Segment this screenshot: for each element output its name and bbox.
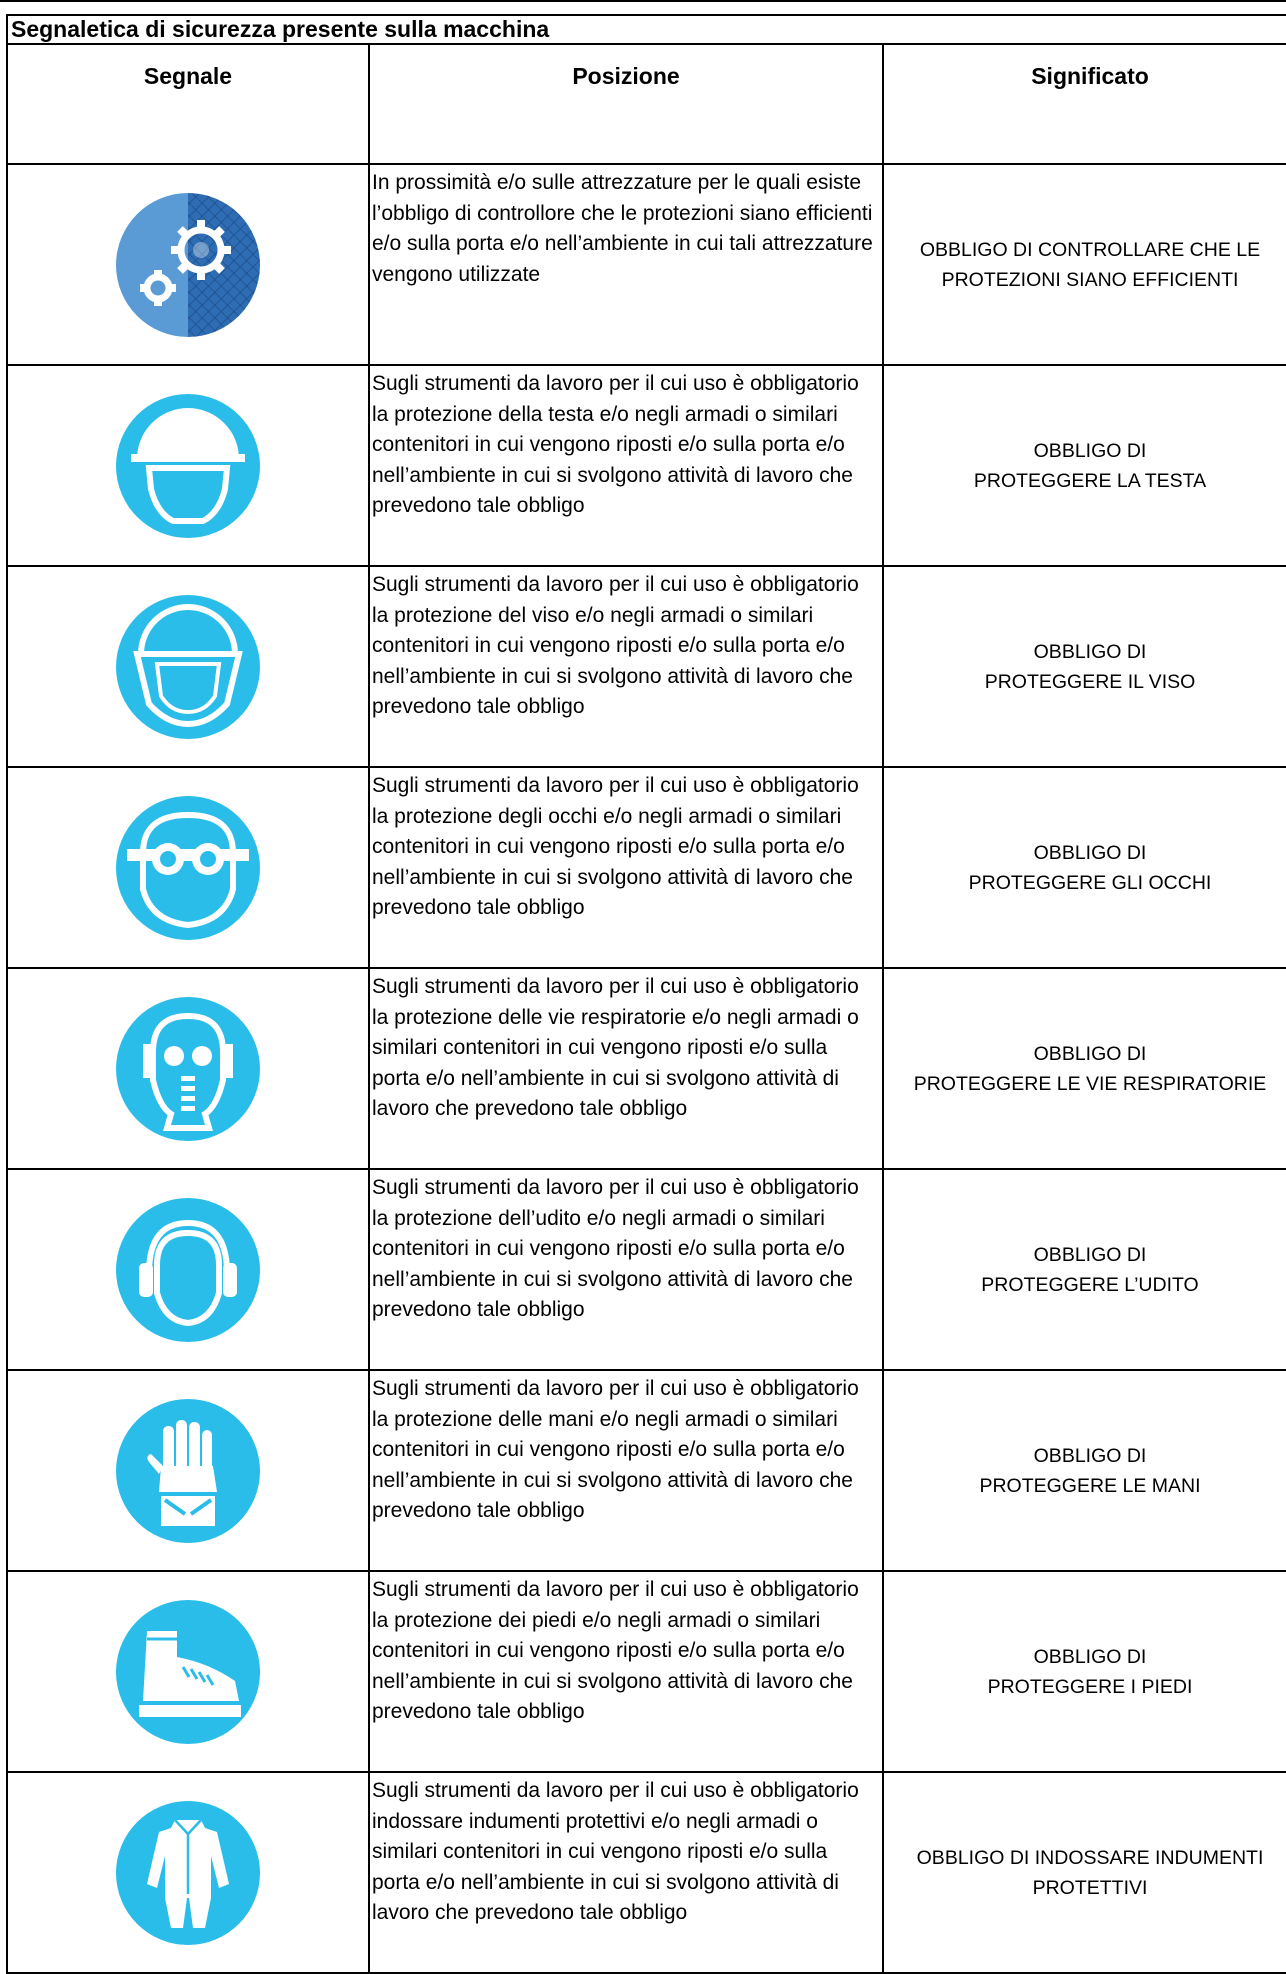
header-signal: Segnale bbox=[7, 44, 369, 164]
meaning-line-1: OBBLIGO DI bbox=[1033, 439, 1147, 462]
table-row bbox=[7, 1370, 1286, 1571]
signal-cell bbox=[7, 968, 369, 1169]
meaning-text bbox=[883, 968, 1286, 1169]
meaning-line-2: PROTEGGERE L’UDITO bbox=[981, 1273, 1199, 1296]
table-row bbox=[7, 365, 1286, 566]
position-text: Sugli strumenti da lavoro per il cui uso è obbligatorio indossare indumenti protettivi e/o negli armadi o similari contenitori in cui vengono riposti e/o sulla porta e/o nell’ambiente in cui si svolgono attività di lavoro che prevedono tale obbligo bbox=[369, 1772, 883, 1973]
meaning-line-2: PROTEGGERE LE VIE RESPIRATORIE bbox=[913, 1072, 1267, 1095]
meaning-line-2: PROTEGGERE I PIEDI bbox=[987, 1675, 1193, 1698]
table-row bbox=[7, 968, 1286, 1169]
meaning-line-1: OBBLIGO DI CONTROLLARE CHE LE bbox=[919, 238, 1261, 261]
signal-cell bbox=[7, 1772, 369, 1973]
signal-cell bbox=[7, 1571, 369, 1772]
meaning-line-2: PROTEGGERE GLI OCCHI bbox=[968, 871, 1212, 894]
meaning-text bbox=[883, 1370, 1286, 1571]
safety-signs-table bbox=[6, 14, 1286, 1974]
meaning-text bbox=[883, 1571, 1286, 1772]
page-top-rule bbox=[0, 0, 1286, 8]
meaning-text bbox=[883, 164, 1286, 365]
meaning-line-2: PROTEGGERE LE MANI bbox=[979, 1474, 1201, 1497]
meaning-text bbox=[883, 1772, 1286, 1973]
eye-protection-icon bbox=[113, 793, 263, 943]
meaning-line-2: PROTEGGERE LA TESTA bbox=[973, 469, 1207, 492]
check-protections-icon bbox=[113, 190, 263, 340]
table-row bbox=[7, 1571, 1286, 1772]
head-protection-icon bbox=[113, 391, 263, 541]
meaning-line-1: OBBLIGO DI bbox=[1033, 640, 1147, 663]
position-text: Sugli strumenti da lavoro per il cui uso è obbligatorio la protezione delle mani e/o negli armadi o similari contenitori in cui vengono riposti e/o sulla porta e/o nell’ambiente in cui si svolgono attività di lavoro che prevedono tale obbligo bbox=[369, 1370, 883, 1571]
table-row bbox=[7, 164, 1286, 365]
header-meaning: Significato bbox=[883, 44, 1286, 164]
meaning-line-1: OBBLIGO DI INDOSSARE INDUMENTI bbox=[916, 1846, 1264, 1869]
signal-cell bbox=[7, 164, 369, 365]
meaning-line-1: OBBLIGO DI bbox=[1033, 1444, 1147, 1467]
table-row bbox=[7, 767, 1286, 968]
meaning-line-1: OBBLIGO DI bbox=[1033, 841, 1147, 864]
position-text: Sugli strumenti da lavoro per il cui uso è obbligatorio la protezione degli occhi e/o negli armadi o similari contenitori in cui vengono riposti e/o sulla porta e/o nell’ambiente in cui si svolgono attività di lavoro che prevedono tale obbligo bbox=[369, 767, 883, 968]
position-text: Sugli strumenti da lavoro per il cui uso è obbligatorio la protezione del viso e/o negli armadi o similari contenitori in cui vengono riposti e/o sulla porta e/o nell’ambiente in cui si svolgono attività di lavoro che prevedono tale obbligo bbox=[369, 566, 883, 767]
signal-cell bbox=[7, 1370, 369, 1571]
table-row bbox=[7, 566, 1286, 767]
hearing-protection-icon bbox=[113, 1195, 263, 1345]
signal-cell bbox=[7, 566, 369, 767]
meaning-line-2: PROTEGGERE IL VISO bbox=[984, 670, 1196, 693]
header-position: Posizione bbox=[369, 44, 883, 164]
position-text: Sugli strumenti da lavoro per il cui uso è obbligatorio la protezione dell’udito e/o negli armadi o similari contenitori in cui vengono riposti e/o sulla porta e/o nell’ambiente in cui si svolgono attività di lavoro che prevedono tale obbligo bbox=[369, 1169, 883, 1370]
position-text: In prossimità e/o sulle attrezzature per le quali esiste l’obbligo di controllore che le protezioni siano efficienti e/o sulla porta e/o nell’ambiente in cui tali attrezzature vengono utilizzate bbox=[369, 164, 883, 365]
table-row bbox=[7, 1772, 1286, 1973]
meaning-line-1: OBBLIGO DI bbox=[1033, 1243, 1147, 1266]
hand-protection-icon bbox=[113, 1396, 263, 1546]
position-text: Sugli strumenti da lavoro per il cui uso è obbligatorio la protezione delle vie respiratorie e/o negli armadi o similari contenitori in cui vengono riposti e/o sulla porta e/o nell’ambiente in cui si svolgono attività di lavoro che prevedono tale obbligo bbox=[369, 968, 883, 1169]
table-title: Segnaletica di sicurezza presente sulla macchina bbox=[7, 15, 1286, 44]
meaning-text bbox=[883, 566, 1286, 767]
face-protection-icon bbox=[113, 592, 263, 742]
meaning-text bbox=[883, 767, 1286, 968]
signal-cell bbox=[7, 767, 369, 968]
signal-cell bbox=[7, 1169, 369, 1370]
protective-clothing-icon bbox=[113, 1798, 263, 1948]
meaning-line-1: OBBLIGO DI bbox=[1033, 1645, 1147, 1668]
respiratory-protection-icon bbox=[113, 994, 263, 1144]
signal-cell bbox=[7, 365, 369, 566]
meaning-text bbox=[883, 365, 1286, 566]
foot-protection-icon bbox=[113, 1597, 263, 1747]
meaning-line-1: OBBLIGO DI bbox=[1033, 1042, 1147, 1065]
position-text: Sugli strumenti da lavoro per il cui uso è obbligatorio la protezione dei piedi e/o negli armadi o similari contenitori in cui vengono riposti e/o sulla porta e/o nell’ambiente in cui si svolgono attività di lavoro che prevedono tale obbligo bbox=[369, 1571, 883, 1772]
meaning-line-2: PROTEZIONI SIANO EFFICIENTI bbox=[941, 268, 1239, 291]
table-row bbox=[7, 1169, 1286, 1370]
meaning-line-2: PROTETTIVI bbox=[1032, 1876, 1148, 1899]
position-text: Sugli strumenti da lavoro per il cui uso è obbligatorio la protezione della testa e/o negli armadi o similari contenitori in cui vengono riposti e/o sulla porta e/o nell’ambiente in cui si svolgono attività di lavoro che prevedono tale obbligo bbox=[369, 365, 883, 566]
meaning-text bbox=[883, 1169, 1286, 1370]
